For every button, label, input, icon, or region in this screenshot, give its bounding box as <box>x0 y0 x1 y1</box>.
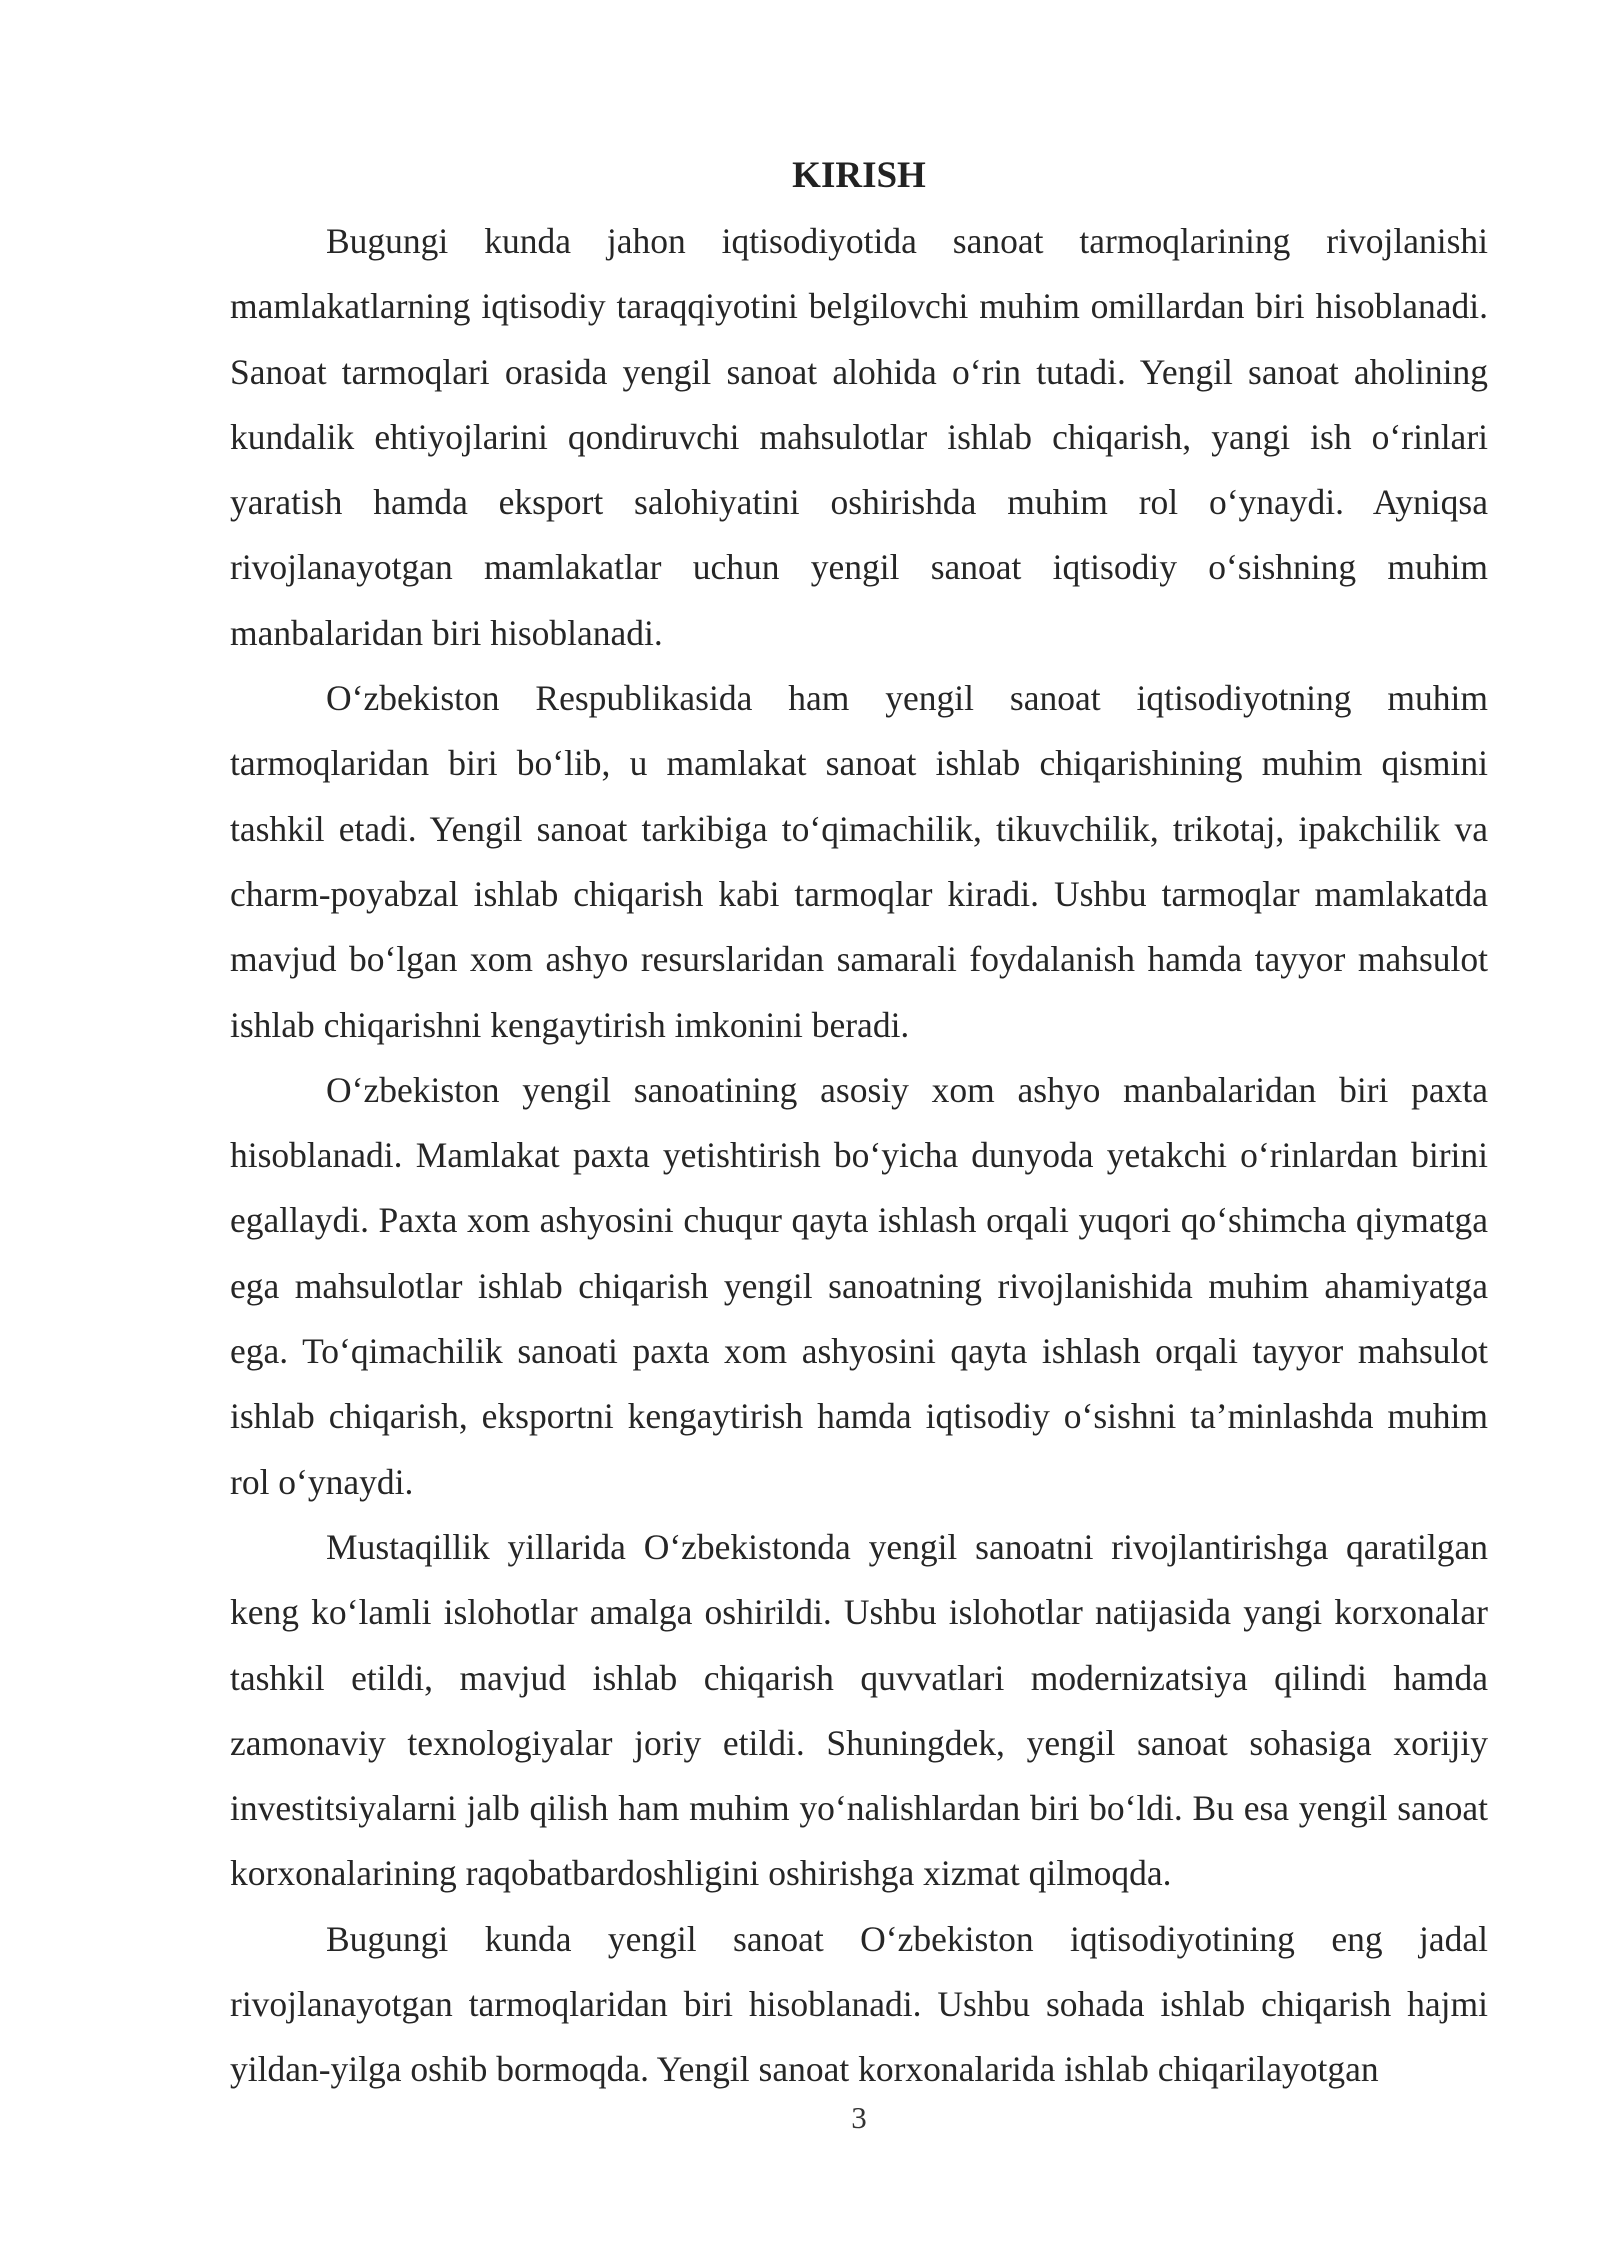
paragraph-3: O‘zbekiston yengil sanoatining asosiy xom ashyo manbalaridan biri paxta hisoblanadi. Mamlakat paxta yetishtirish bo‘yicha dunyoda yetakchi o‘rinlardan birini egallaydi. Paxta xom ashyosini chuqur qayta ishlash orqali yuqori qo‘shimcha qiymatga ega mahsulotlar ishlab chiqarish yengil sanoatning rivojlanishida muhim ahamiyatga ega. To‘qimachilik sanoati paxta xom ashyosini qayta ishlash orqali tayyor mahsulot ishlab chiqarish, eksportni kengaytirish hamda iqtisodiy o‘sishni ta’minlashda muhim rol o‘ynaydi. <box>230 1069 1488 1502</box>
paragraph-4: Mustaqillik yillarida O‘zbekistonda yengil sanoatni rivojlantirishga qaratilgan keng ko‘lamli islohotlar amalga oshirildi. Ushbu islohotlar natijasida yangi korxonalar tashkil etildi, mavjud ishlab chiqarish quvvatlari modernizatsiya qilindi hamda zamonaviy texnologiyalar joriy etildi. Shuningdek, yengil sanoat sohasiga xorijiy investitsiyalarni jalb qilish ham muhim yo‘nalishlardan biri bo‘ldi. Bu esa yengil sanoat korxonalarining raqobatbardoshligini oshirishga xizmat qilmoqda. <box>230 1526 1488 1894</box>
paragraph-2: O‘zbekiston Respublikasida ham yengil sanoat iqtisodiyotning muhim tarmoqlaridan biri bo‘lib, u mamlakat sanoat ishlab chiqarishining muhim qismini tashkil etadi. Yengil sanoat tarkibiga to‘qimachilik, tikuvchilik, trikotaj, ipakchilik va charm-poyabzal ishlab chiqarish kabi tarmoqlar kiradi. Ushbu tarmoqlar mamlakatda mavjud bo‘lgan xom ashyo resurslaridan samarali foydalanish hamda tayyor mahsulot ishlab chiqarishni kengaytirish imkonini beradi. <box>230 678 1488 1045</box>
page-title: KIRISH <box>792 155 926 196</box>
page-number: 3 <box>851 2100 867 2135</box>
body-text <box>230 209 1488 2103</box>
paragraph-5: Bugungi kunda yengil sanoat O‘zbekiston iqtisodiyotining eng jadal rivojlanayotgan tarmoqlaridan biri hisoblanadi. Ushbu sohada ishlab chiqarish hajmi yildan-yilga oshib bormoqda. Yengil sanoat korxonalarida ishlab chiqarilayotgan <box>230 1918 1488 2090</box>
paragraph-1: Bugungi kunda jahon iqtisodiyotida sanoat tarmoqlarining rivojlanishi mamlakatlarning iqtisodiy taraqqiyotini belgilovchi muhim omillardan biri hisoblanadi. Sanoat tarmoqlari orasida yengil sanoat alohida o‘rin tutadi. Yengil sanoat aholining kundalik ehtiyojlarini qondiruvchi mahsulotlar ishlab chiqarish, yangi ish o‘rinlari yaratish hamda eksport salohiyatini oshirishda muhim rol o‘ynaydi. Ayniqsa rivojlanayotgan mamlakatlar uchun yengil sanoat iqtisodiy o‘sishning muhim manbalaridan biri hisoblanadi. <box>230 221 1488 653</box>
